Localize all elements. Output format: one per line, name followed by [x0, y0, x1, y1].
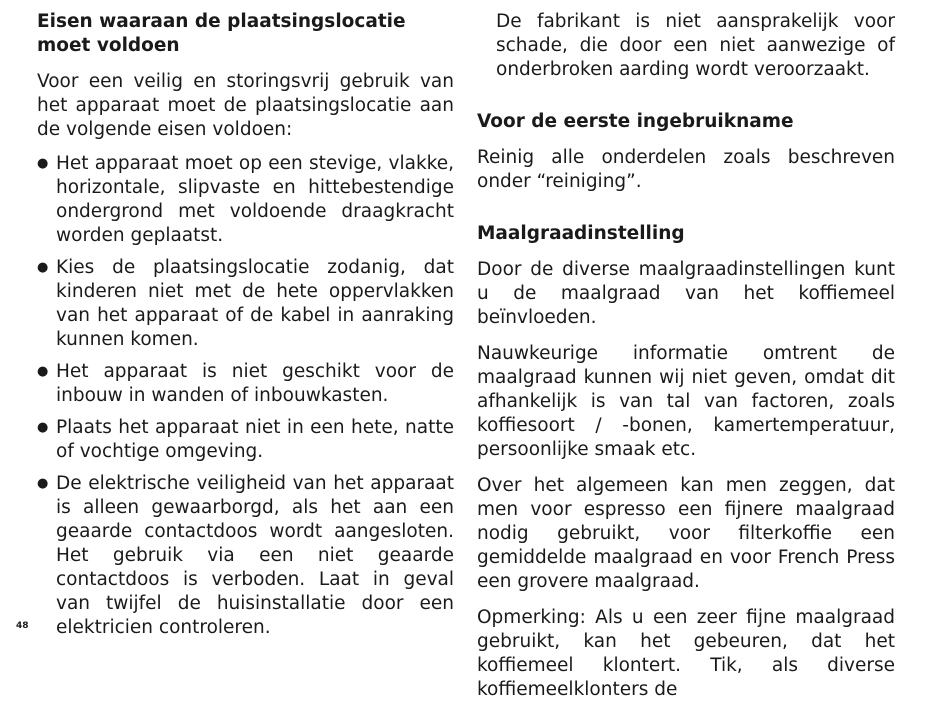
section-heading-grind-setting: Maalgraadinstelling [477, 223, 685, 244]
list-item: ● Plaats het apparaat niet in een hete, natte of vochtige omgeving. [37, 416, 454, 464]
list-item: ● De elektrische veiligheid van het apparaat is alleen gewaarborgd, als het aan een geaarde contactdoos wordt aangesloten. Het gebruik via een niet geaarde contactdoos is verboden. Laat in geval van twijfel de huisinstallatie door een elektricien controleren. [37, 472, 454, 640]
grind-paragraph-1: Door de diverse maalgraadinstellingen kunt u de maalgraad van het koffiemeel beïnvloeden. [477, 259, 895, 328]
grind-paragraph-2: Nauwkeurige informatie omtrent de maalgraad kunnen wij niet geven, omdat dit afhankelijk is van tal van factoren, zoals koffiesoort / -bonen, kamertemperatuur, persoonlijke smaak etc. [477, 343, 895, 460]
left-column [37, 10, 454, 648]
note-paragraph: Opmerking: Als u een zeer fijne maalgraad gebruikt, kan het gebeuren, dat het koffiemeel klontert. Tik, als diverse koffiemeelklonters de [477, 607, 895, 700]
grind-paragraph-3: Over het algemeen kan men zeggen, dat men voor espresso een fijnere maalgraad nodig gebruikt, voor filterkoffie een gemiddelde maalgraad en voor French Press een grovere maalgraad. [477, 475, 895, 592]
requirements-list [37, 152, 454, 640]
right-column [477, 10, 895, 702]
list-item: ● Kies de plaatsingslocatie zodanig, dat kinderen niet met de hete oppervlakken van het apparaat of de kabel in aanraking kunnen komen. [37, 256, 454, 352]
section-heading-first-use: Voor de eerste ingebruikname [477, 111, 794, 132]
list-item: ● Het apparaat is niet geschikt voor de inbouw in wanden of inbouwkasten. [37, 360, 454, 408]
list-item: ● Het apparaat moet op een stevige, vlakke, horizontale, slipvaste en hittebestendige ondergrond met voldoende draagkracht worden geplaatst. [37, 152, 454, 248]
intro-paragraph: Voor een veilig en storingsvrij gebruik van het apparaat moet de plaatsingslocatie aan de volgende eisen voldoen: [37, 71, 454, 140]
continued-paragraph: De fabrikant is niet aansprakelijk voor schade, die door een niet aanwezige of onderbroken aarding wordt veroorzaakt. [496, 11, 895, 80]
page-number: 48 [16, 621, 29, 631]
section-heading-location-requirements: Eisen waaraan de plaatsingslocatie moet voldoen [37, 11, 406, 56]
first-use-paragraph: Reinig alle onderdelen zoals beschreven onder “reiniging”. [477, 147, 895, 192]
